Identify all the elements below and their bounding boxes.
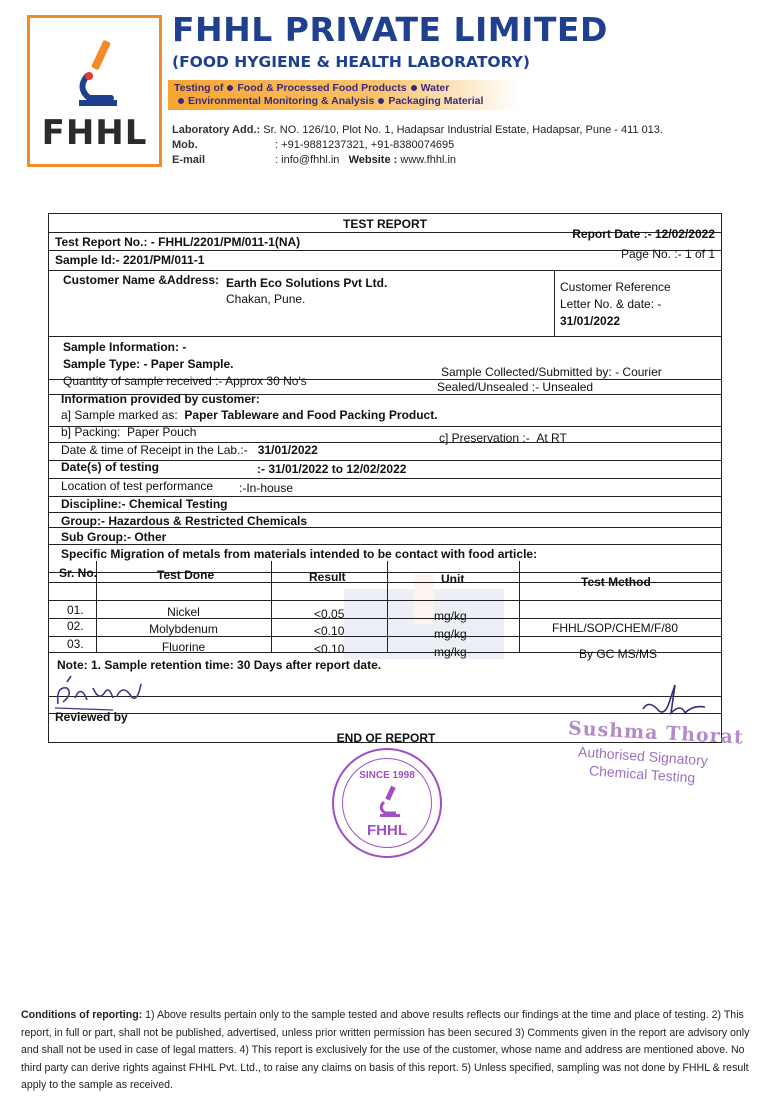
services-line-1: Testing of Food & Processed Food Products Water [174,82,450,94]
seal-since-text: SINCE 1998 [359,770,415,781]
report-number: Test Report No.: - FHHL/2201/PM/011-1(NA) [55,235,301,249]
row-sr-no: 01. [67,603,84,617]
row-result: <0.10 [314,624,345,638]
migration-title: Specific Migration of metals from materials intended to be contact with food article: [61,547,538,561]
microscope-icon [67,36,127,111]
report-date: Report Date :- 12/02/2022 [572,227,715,241]
customer-reference-label: Customer Reference [560,280,671,294]
row-sr-no: 03. [67,637,84,651]
receipt-date: Date & time of Receipt in the Lab.:- 31/01/2022 [61,443,318,457]
conditions-of-reporting: Conditions of reporting: 1) Above results pertain only to the sample tested and above results reflects our findings at the time and place of testing. 2) This report, in full or part, shall not be published, advertised, unless prior written permission has been secured 3) Comments given in the report are advisory only and shall not be used in case of legal matters. 4) This report is exclusively for the use of the customer, whose name and address are mentioned above. No third party can derive rights against FHHL Pvt. Ltd., to raise any claims on basis of this report. 5) Unless specified, sampling was not done by FHHL & result apply to the sample as received. [21,1009,750,1092]
sub-group: Sub Group:- Other [61,530,167,544]
sample-information-label: Sample Information: - [63,340,187,354]
reviewer-signature [53,674,153,714]
row-unit: mg/kg [434,645,467,659]
preservation: c] Preservation :- At RT [439,431,567,445]
testing-date-label: Date(s) of testing [61,460,160,474]
row-result: <0.05 [314,607,345,621]
discipline: Discipline:- Chemical Testing [61,497,228,511]
note: Note: 1. Sample retention time: 30 Days after report date. [57,658,382,672]
website-link[interactable]: www.fhhl.in [400,154,457,166]
report-title: TEST REPORT [342,217,427,231]
group: Group:- Hazardous & Restricted Chemicals [61,514,308,528]
location-label: Location of test performance [61,479,214,493]
sample-sealed: Sealed/Unsealed :- Unsealed [437,380,594,394]
row-result: <0.10 [314,642,345,656]
sample-marked: a] Sample marked as: Paper Tableware and Food Packing Product. [61,408,438,422]
company-seal [332,748,442,858]
column-header-sr-no: Sr. No. [59,566,98,580]
authorised-signature [635,679,715,724]
page-number: Page No. :- 1 of 1 [620,247,715,261]
customer-city: Chakan, Pune. [226,292,306,306]
sample-quantity: Quantity of sample received :- Approx 30 No's [63,374,307,388]
lab-mobile: Mob. : +91-9881237321, +91-8380074695 [172,139,455,151]
bullet-icon [411,85,417,91]
company-subtitle: (FOOD HYGIENE & HEALTH LABORATORY) [172,53,530,71]
signatory-department: Chemical Testing [588,762,696,786]
reviewed-by: Reviewed by [55,710,128,724]
bullet-icon [178,98,184,104]
test-method-instrument: By GC MS/MS [579,647,658,661]
customer-reference-date: 31/01/2022 [560,314,621,328]
test-method: FHHL/SOP/CHEM/F/80 [552,621,679,635]
sample-collected: Sample Collected/Submitted by: - Courier [441,365,662,379]
logo-text: FHHL [41,113,148,153]
customer-name: Earth Eco Solutions Pvt Ltd. [226,276,388,290]
email-link[interactable]: : info@fhhl.in [275,154,340,166]
column-header-test-method: Test Method [581,575,651,589]
services-line-2: Environmental Monitoring & Analysis Packaging Material [174,95,483,107]
column-header-test-done: Test Done [157,568,215,582]
seal-microscope-icon [374,784,404,818]
signatory-title: Authorised Signatory [577,743,709,769]
services-band [168,80,518,110]
sample-id: Sample Id:- 2201/PM/011-1 [55,253,205,267]
seal-logo-text: FHHL [367,822,407,839]
lab-email: E-mail : info@fhhl.in Website : www.fhhl.in [172,154,457,166]
company-name: FHHL PRIVATE LIMITED [172,10,608,49]
column-header-unit: Unit [441,572,465,586]
sample-type: Sample Type: - Paper Sample. [63,357,234,371]
info-by-customer: Information provided by customer: [61,392,260,406]
end-of-report: END OF REPORT [336,731,436,745]
row-unit: mg/kg [434,627,467,641]
customer-label: Customer Name &Address: [63,273,220,287]
company-logo [27,15,162,167]
row-unit: mg/kg [434,609,467,623]
customer-reference-letter: Letter No. & date: - [560,297,662,311]
packing: b] Packing: Paper Pouch [61,425,197,439]
test-report [48,213,722,743]
signatory-name: Sushma Thorat [567,717,745,749]
row-test: Molybdenum [149,622,218,636]
lab-address: Laboratory Add.: Sr. NO. 126/10, Plot No. 1, Hadapsar Industrial Estate, Hadapsar, Pune - 411 013. [172,124,663,136]
testing-date-value: :- 31/01/2022 to 12/02/2022 [257,462,407,476]
bullet-icon [227,85,233,91]
bullet-icon [378,98,384,104]
location-value: :-In-house [239,481,294,495]
row-test: Nickel [167,605,200,619]
column-header-result: Result [309,570,346,584]
row-sr-no: 02. [67,619,84,633]
row-test: Fluorine [161,640,206,654]
